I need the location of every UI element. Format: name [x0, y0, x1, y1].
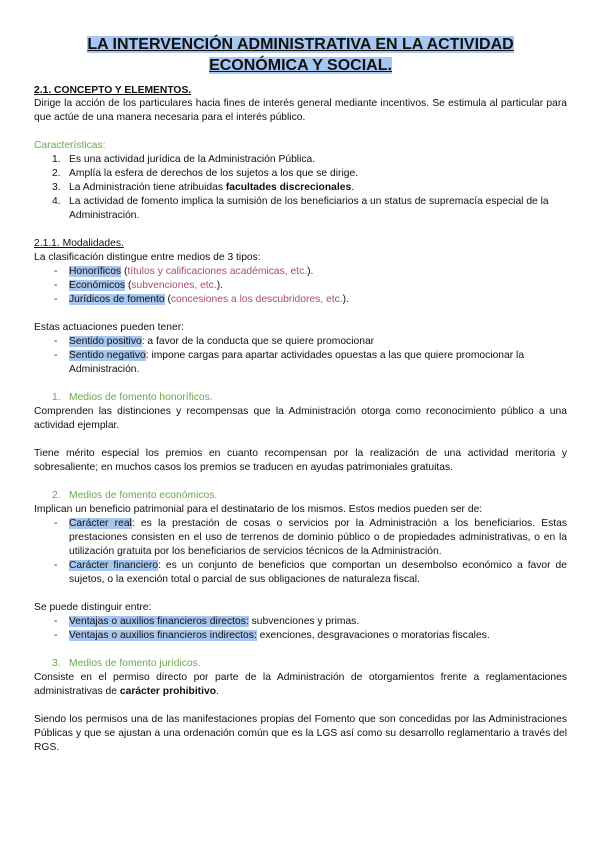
list-item: - Sentido positivo: a favor de la conducta que se quiere promocionar — [54, 336, 375, 347]
document-page — [34, 34, 567, 755]
list-item: - Sentido negativo: impone cargas para apartar actividades opuestas a las que quiere promocionar la Administración. — [54, 350, 525, 375]
ventajas-list — [34, 615, 567, 643]
document-title — [34, 34, 567, 76]
list-item: 1. Es una actividad jurídica de la Administración Pública. — [52, 154, 316, 165]
list-item: 2. Amplía la esfera de derechos de los sujetos a los que se dirige. — [52, 168, 359, 179]
economicos-intro: Implican un beneficio patrimonial para el destinatario de los mismos. Estos medios pueden ser de: — [34, 504, 483, 515]
list-item: - Carácter real: es la prestación de cosas o servicios por la Administración a los beneficiarios. Estas prestaciones consisten en el uso de terrenos de dominio público o de propiedades administrativas, o en la utilización gratuita por los beneficiarios de servicios técnicos de la Administración. — [54, 518, 568, 557]
subheading-economicos: 2. Medios de fomento económicos. — [52, 490, 218, 501]
caracter-list — [34, 517, 567, 587]
modalidades-intro: La clasificación distingue entre medios de 3 tipos: — [34, 252, 261, 263]
list-item: - Económicos (subvenciones, etc.). — [54, 280, 223, 291]
sentidos-list — [34, 335, 567, 377]
list-item: - Ventajas o auxilios financieros directos: subvenciones y primas. — [54, 616, 360, 627]
actuaciones-intro: Estas actuaciones pueden tener: — [34, 322, 184, 333]
list-item: 4. La actividad de fomento implica la sumisión de los beneficiarios a un status de supremacía especial de la Administración. — [52, 196, 549, 221]
juridicos-paragraph-1: Consiste en el permiso directo por parte de la Administración de otorgamientos frente a reglamentaciones administrativas de carácter prohibitivo. — [34, 672, 567, 697]
concepto-paragraph: Dirige la acción de los particulares hacia fines de interés general mediante incentivos. Se estimula al particular para que actúe de una manera necesaria para el interés público. — [34, 98, 567, 123]
caracteristicas-label: Características: — [34, 140, 106, 151]
title-line-2: ECONÓMICA Y SOCIAL. — [209, 57, 392, 74]
tipos-list — [34, 265, 567, 307]
honorificos-paragraph-2: Tiene mérito especial los premios en cuanto recompensan por la realización de una actividad meritoria y sobresaliente; en muchos casos los premios se traducen en ayudas patrimoniales gratuitas. — [34, 448, 567, 473]
subheading-honorificos: 1. Medios de fomento honoríficos. — [52, 392, 213, 403]
section-heading-concepto: 2.1. CONCEPTO Y ELEMENTOS. — [34, 85, 192, 96]
list-item: - Carácter financiero: es un conjunto de beneficios que comportan un desembolso económico a favor de sujetos, o la exención total o parcial de sus obligaciones de naturaleza fiscal. — [54, 560, 567, 585]
juridicos-paragraph-2: Siendo los permisos una de las manifestaciones propias del Fomento que son concedidas por las Administraciones Públicas y que se ajustan a una ordenación común que es la LGS así como su desarrollo reglamentario a través del RGS. — [34, 714, 567, 753]
list-item: - Ventajas o auxilios financieros indirectos: exenciones, desgravaciones o moratorias fiscales. — [54, 630, 490, 641]
honorificos-paragraph-1: Comprenden las distinciones y recompensas que la Administración otorga como reconocimiento público a una actividad ejemplar. — [34, 406, 567, 431]
title-line-1: LA INTERVENCIÓN ADMINISTRATIVA EN LA ACTIVIDAD — [87, 36, 514, 53]
list-item: - Jurídicos de fomento (concesiones a los descubridores, etc.). — [54, 294, 349, 305]
section-heading-modalidades: 2.1.1. Modalidades. — [34, 238, 124, 249]
list-item: 3. La Administración tiene atribuidas facultades discrecionales. — [52, 182, 355, 193]
caracteristicas-list — [34, 153, 567, 223]
subheading-juridicos: 3. Medios de fomento jurídicos. — [52, 658, 201, 669]
list-item: - Honoríficos (títulos y calificaciones académicas, etc.). — [54, 266, 314, 277]
distinguir-intro: Se puede distinguir entre: — [34, 602, 152, 613]
